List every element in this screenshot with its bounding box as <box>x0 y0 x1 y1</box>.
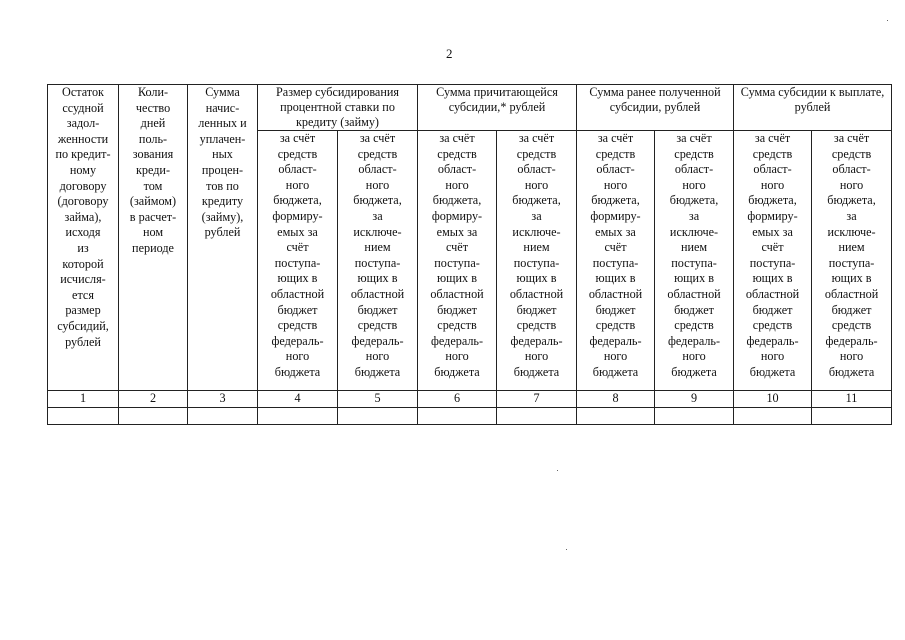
header-days-of-use: Коли- чество дней поль- зования креди- том (займом) в расчет- ном периоде <box>119 85 188 391</box>
column-number: 5 <box>338 391 418 408</box>
group-header-subsidy-payable: Сумма субсидии к выплате, рублей <box>734 85 892 131</box>
column-number: 10 <box>734 391 812 408</box>
empty-cell <box>119 408 188 425</box>
empty-cell <box>258 408 338 425</box>
group-header-subsidy-received: Сумма ранее полученной субсидии, рублей <box>577 85 734 131</box>
page-number: 2 <box>446 46 453 61</box>
subheader-federal-funded: за счёт средств област- ного бюджета, формиру- емых за счёт поступа- ющих в областной бюджет средств федераль- ного бюджета <box>258 131 338 391</box>
empty-cell <box>338 408 418 425</box>
column-number: 8 <box>577 391 655 408</box>
scan-speck <box>557 470 558 471</box>
table-grid <box>47 84 892 425</box>
empty-data-row <box>48 408 892 425</box>
subheader-regional-only: за счёт средств област- ного бюджета, за исключе- нием поступа- ющих в областной бюджет средств федераль- ного бюджета <box>655 131 734 391</box>
empty-cell <box>497 408 577 425</box>
column-number: 1 <box>48 391 119 408</box>
column-number: 4 <box>258 391 338 408</box>
scan-speck <box>887 20 888 21</box>
subheader-regional-only: за счёт средств област- ного бюджета, за исключе- нием поступа- ющих в областной бюджет средств федераль- ного бюджета <box>338 131 418 391</box>
header-interest-amount: Сумма начис- ленных и уплачен- ных процен- тов по кредиту (займу), рублей <box>188 85 258 391</box>
column-number: 2 <box>119 391 188 408</box>
group-header-subsidy-rate: Размер субсидирования процентной ставки по кредиту (займу) <box>258 85 418 131</box>
empty-cell <box>734 408 812 425</box>
column-number-row <box>48 391 892 408</box>
subheader-federal-funded: за счёт средств област- ного бюджета, формиру- емых за счёт поступа- ющих в областной бюджет средств федераль- ного бюджета <box>577 131 655 391</box>
subheader-federal-funded: за счёт средств област- ного бюджета, формиру- емых за счёт поступа- ющих в областной бюджет средств федераль- ного бюджета <box>734 131 812 391</box>
empty-cell <box>48 408 119 425</box>
column-number: 6 <box>418 391 497 408</box>
header-remaining-debt: Остаток ссудной задол- женности по кредит- ному договору (договору займа), исходя из которой исчисля- ется размер субсидий, рублей <box>48 85 119 391</box>
column-number: 3 <box>188 391 258 408</box>
subsidy-calculation-table <box>47 84 891 425</box>
column-number: 7 <box>497 391 577 408</box>
empty-cell <box>188 408 258 425</box>
empty-cell <box>655 408 734 425</box>
column-number: 11 <box>812 391 892 408</box>
empty-cell <box>812 408 892 425</box>
scan-speck <box>566 549 567 550</box>
subheader-federal-funded: за счёт средств област- ного бюджета, формиру- емых за счёт поступа- ющих в областной бюджет средств федераль- ного бюджета <box>418 131 497 391</box>
empty-cell <box>418 408 497 425</box>
group-header-subsidy-due: Сумма причитающейся субсидии,* рублей <box>418 85 577 131</box>
subheader-regional-only: за счёт средств област- ного бюджета, за исключе- нием поступа- ющих в областной бюджет средств федераль- ного бюджета <box>812 131 892 391</box>
column-number: 9 <box>655 391 734 408</box>
subheader-regional-only: за счёт средств област- ного бюджета, за исключе- нием поступа- ющих в областной бюджет средств федераль- ного бюджета <box>497 131 577 391</box>
empty-cell <box>577 408 655 425</box>
